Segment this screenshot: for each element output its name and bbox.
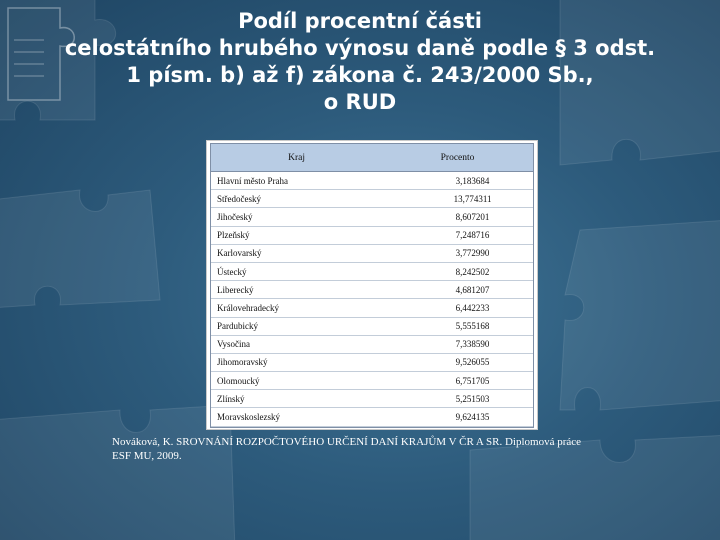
table-row bbox=[211, 335, 533, 353]
table-row bbox=[211, 408, 533, 426]
region-percentage-table bbox=[211, 144, 533, 427]
region-name: Královehradecký bbox=[211, 299, 382, 317]
table-row bbox=[211, 226, 533, 244]
table-row bbox=[211, 190, 533, 208]
region-percent: 8,607201 bbox=[382, 208, 533, 226]
table-row bbox=[211, 317, 533, 335]
header-kraj: Kraj bbox=[211, 144, 382, 172]
table-row bbox=[211, 299, 533, 317]
region-percent: 7,248716 bbox=[382, 226, 533, 244]
region-name: Pardubický bbox=[211, 317, 382, 335]
region-percent: 3,772990 bbox=[382, 244, 533, 262]
region-name: Ústecký bbox=[211, 262, 382, 280]
region-percent: 6,751705 bbox=[382, 372, 533, 390]
puzzle-piece-right-mid bbox=[560, 220, 720, 410]
source-citation bbox=[112, 435, 652, 463]
region-percent: 9,526055 bbox=[382, 353, 533, 371]
region-percent: 5,555168 bbox=[382, 317, 533, 335]
region-name: Vysočina bbox=[211, 335, 382, 353]
header-procento: Procento bbox=[382, 144, 533, 172]
region-percent: 4,681207 bbox=[382, 281, 533, 299]
table-row bbox=[211, 208, 533, 226]
table-row bbox=[211, 281, 533, 299]
region-percent: 13,774311 bbox=[382, 190, 533, 208]
region-percent: 7,338590 bbox=[382, 335, 533, 353]
title-line-2: celostátního hrubého výnosu daně podle § 3 odst. bbox=[64, 36, 656, 60]
citation-line-2: ESF MU, 2009. bbox=[112, 450, 182, 462]
region-percent: 6,442233 bbox=[382, 299, 533, 317]
puzzle-piece-bottom-left bbox=[0, 405, 235, 540]
table-header-row bbox=[211, 144, 533, 172]
table-row bbox=[211, 262, 533, 280]
region-name: Středočeský bbox=[211, 190, 382, 208]
region-name: Zlínský bbox=[211, 390, 382, 408]
table-row bbox=[211, 372, 533, 390]
region-percent: 8,242502 bbox=[382, 262, 533, 280]
table-row bbox=[211, 390, 533, 408]
region-percent: 5,251503 bbox=[382, 390, 533, 408]
region-name: Karlovarský bbox=[211, 244, 382, 262]
region-name: Olomoucký bbox=[211, 372, 382, 390]
table-row bbox=[211, 353, 533, 371]
region-percent: 9,624135 bbox=[382, 408, 533, 426]
title-line-3: 1 písm. b) až f) zákona č. 243/2000 Sb., bbox=[126, 63, 594, 87]
region-name: Plzeňský bbox=[211, 226, 382, 244]
title-line-1: Podíl procentní části bbox=[238, 9, 482, 33]
region-name: Jihočeský bbox=[211, 208, 382, 226]
table-row bbox=[211, 172, 533, 190]
region-name: Moravskoslezský bbox=[211, 408, 382, 426]
region-name: Hlavní město Praha bbox=[211, 172, 382, 190]
slide-title bbox=[30, 8, 690, 116]
region-name: Jihomoravský bbox=[211, 353, 382, 371]
table-image-frame bbox=[206, 140, 538, 430]
title-line-4: o RUD bbox=[323, 90, 397, 114]
puzzle-piece-left-mid bbox=[0, 190, 160, 308]
table-container bbox=[210, 143, 534, 428]
region-name: Liberecký bbox=[211, 281, 382, 299]
table-row bbox=[211, 244, 533, 262]
region-percent: 3,183684 bbox=[382, 172, 533, 190]
citation-line-1: Nováková, K. SROVNÁNÍ ROZPOČTOVÉHO URČENÍ DANÍ KRAJŮM V ČR A SR. Diplomová práce bbox=[112, 436, 582, 448]
